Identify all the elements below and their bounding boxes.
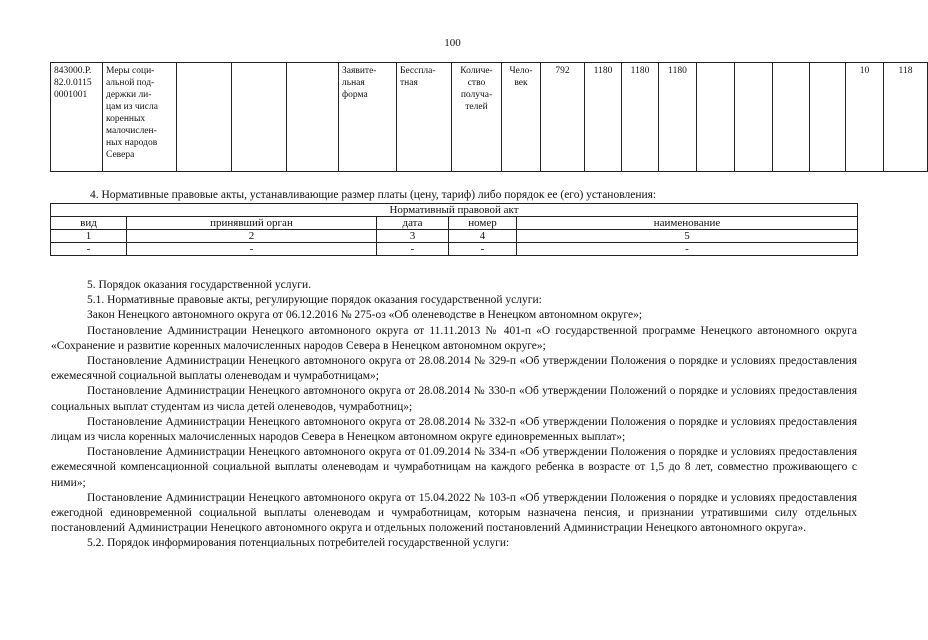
table-numbers-row bbox=[51, 230, 858, 243]
empty-cell bbox=[177, 63, 232, 172]
paragraph: 5.2. Порядок информирования потенциальных потребителей государственной услуги: bbox=[87, 537, 510, 550]
value-cell: 1180 bbox=[659, 63, 697, 172]
table-cell: - bbox=[449, 243, 517, 256]
empty-cell bbox=[287, 63, 339, 172]
empty-cell bbox=[735, 63, 773, 172]
column-header: вид bbox=[51, 217, 127, 230]
column-header: номер bbox=[449, 217, 517, 230]
paragraph: Постановление Администрации Ненецкого автомноного округа от 28.08.2014 № 332-п «Об утверждении Положения о порядке и условиях предоставления лицам из числа коренных малочисленных народов Севера в Ненецком автономном округе единовременных выплат»; bbox=[51, 415, 857, 444]
registry-code-cell: 843000.Р. 82.0.0115 0001001 bbox=[51, 63, 103, 172]
empty-cell bbox=[773, 63, 810, 172]
unit-cell: Чело- век bbox=[502, 63, 541, 172]
table-cell: - bbox=[127, 243, 377, 256]
table-row bbox=[51, 243, 858, 256]
payment-cell: Бесспла- тная bbox=[397, 63, 452, 172]
column-number: 1 bbox=[51, 230, 127, 243]
deviation-absolute-cell: 118 bbox=[884, 63, 928, 172]
empty-cell bbox=[697, 63, 735, 172]
column-header: принявший орган bbox=[127, 217, 377, 230]
column-number: 2 bbox=[127, 230, 377, 243]
table-header: Нормативный правовой акт bbox=[51, 204, 858, 217]
paragraph: Постановление Администрации Ненецкого автомноного округа от 28.08.2014 № 329-п «Об утверждении Положения о порядке и условиях предоставления ежемесячной социальной выплаты оленеводам и чумработницам»; bbox=[51, 355, 857, 383]
paragraph: 5.1. Нормативные правовые акты, регулирующие порядок оказания государственной услуги: bbox=[87, 294, 542, 307]
paragraph: Постановление Администрации Ненецкого автомноного округа от 01.09.2014 № 334-п «Об утверждении Положения о порядке и условиях предоставления ежемесячной компенсационной социальной выплаты оленеводам и чумработницам на каждого ребенка в возрасте от 1,5 до 8 лет, совместно проживающего с ними»; bbox=[51, 446, 857, 489]
value-cell: 1180 bbox=[585, 63, 622, 172]
table-cell: - bbox=[377, 243, 449, 256]
table-header-row bbox=[51, 204, 858, 217]
paragraph: Постановление Администрации Ненецкого автомноного округа от 15.04.2022 № 103-п «Об утверждении Положения о порядке и условиях предоставления ежегодной единовременной социальной выплаты оленеводам и чумработницам, которым назначена пенсия, и признании утратившими силу отдельных постановлений Администрации Ненецкого автономного округа и отдельных положений постановлений Администрации Ненецкого автономного округа». bbox=[51, 491, 857, 535]
column-number: 4 bbox=[449, 230, 517, 243]
table-cell: - bbox=[517, 243, 858, 256]
table-columns-row bbox=[51, 217, 858, 230]
column-number: 3 bbox=[377, 230, 449, 243]
column-header: наименование bbox=[517, 217, 858, 230]
document-body bbox=[51, 278, 857, 552]
value-cell: 1180 bbox=[622, 63, 659, 172]
form-cell: Заявите- льная форма bbox=[339, 63, 397, 172]
section-4-title: 4. Нормативные правовые акты, устанавливающие размер платы (цену, тариф) либо порядок ее (его) установления: bbox=[90, 189, 657, 201]
column-header: дата bbox=[377, 217, 449, 230]
column-number: 5 bbox=[517, 230, 858, 243]
indicator-cell: Количе- ство получа- телей bbox=[452, 63, 502, 172]
paragraph: 5. Порядок оказания государственной услуги. bbox=[87, 279, 311, 291]
paragraph: Закон Ненецкого автономного округа от 06.12.2016 № 275-оз «Об оленеводстве в Ненецком автономном округе»; bbox=[87, 309, 643, 322]
table-row bbox=[51, 63, 928, 172]
paragraph: Постановление Администрации Ненецкого автомноного округа от 11.11.2013 № 401-п «О государственной программе Ненецкого автономного округа «Сохранение и развитие коренных малочисленных народов Севера в Ненецком автономном округе»; bbox=[51, 324, 857, 352]
unit-code-cell: 792 bbox=[541, 63, 585, 172]
deviation-percent-cell: 10 bbox=[846, 63, 884, 172]
table-cell: - bbox=[51, 243, 127, 256]
paragraph: Постановление Администрации Ненецкого автомноного округа от 28.08.2014 № 330-п «Об утверждении Положений о порядке и условиях предоставления социальных выплат студентам из числа детей оленеводов, чумработниц»; bbox=[51, 385, 857, 413]
empty-cell bbox=[810, 63, 846, 172]
legal-acts-table bbox=[50, 203, 858, 256]
empty-cell bbox=[232, 63, 287, 172]
service-name-cell: Меры соци- альной под- держки ли- цам из числа коренных малочислен- ных народов Севера bbox=[103, 63, 177, 172]
service-indicator-table bbox=[50, 62, 928, 172]
page-number: 100 bbox=[444, 37, 461, 49]
